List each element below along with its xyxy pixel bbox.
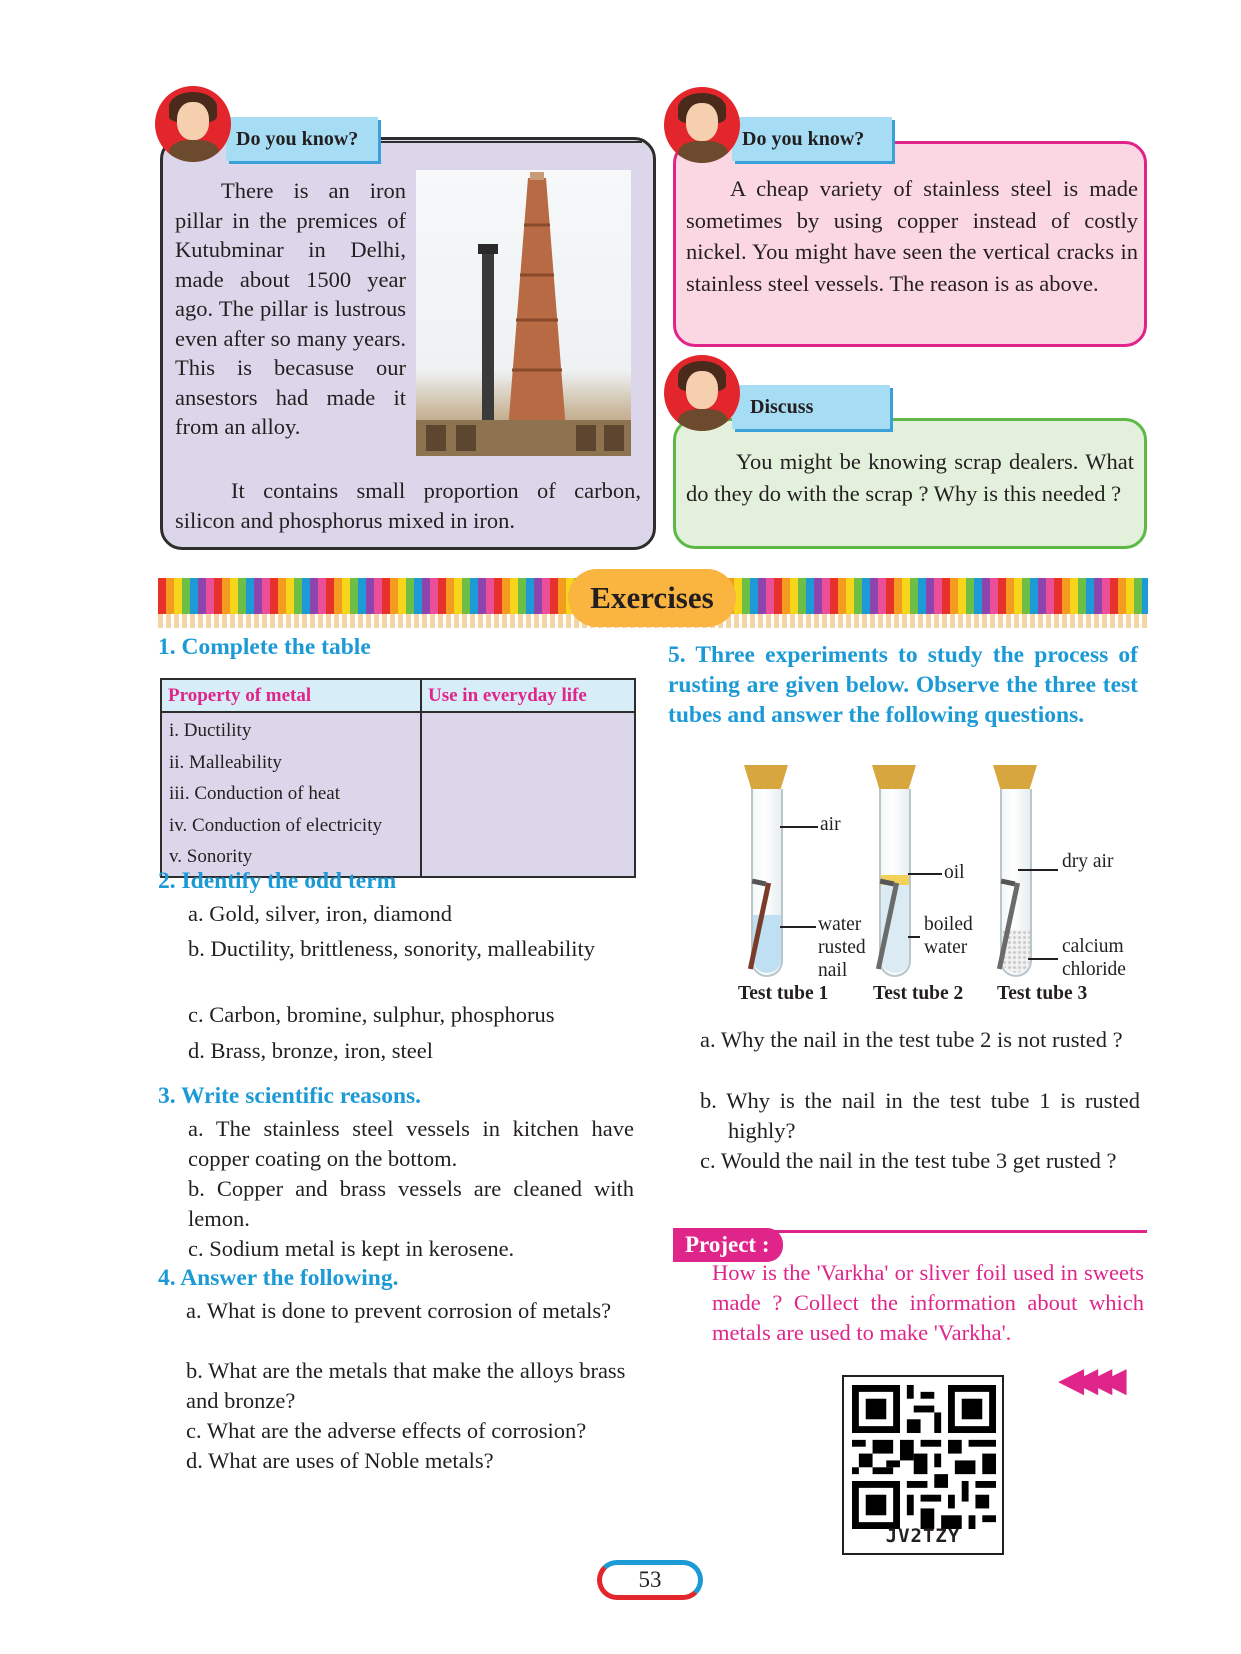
label-calcium: calcium: [1062, 936, 1124, 957]
stopper-icon: [872, 765, 916, 791]
pointer-line: [1028, 958, 1058, 960]
list-item: c. Sodium metal is kept in kerosene.: [188, 1236, 515, 1261]
table-row: i. Ductility: [169, 720, 252, 741]
label-water-2: water: [924, 937, 968, 958]
discuss-title: Discuss: [732, 385, 890, 429]
list-item: a. Gold, silver, iron, diamond: [188, 901, 453, 926]
table-header-use: Use in everyday life: [421, 679, 635, 712]
list-item: b. What are the metals that make the alloys brass and bronze?: [186, 1358, 626, 1413]
label-rusted: rusted: [818, 937, 866, 958]
list-item: b. Copper and brass vessels are cleaned with lemon.: [188, 1176, 634, 1231]
list-item: c. Would the nail in the test tube 3 get rusted ?: [700, 1148, 1117, 1173]
label-nail: nail: [818, 960, 848, 981]
label-chloride: chloride: [1062, 959, 1126, 980]
info-box-top-rule: [378, 141, 642, 143]
iron-pillar-text: There is an iron pillar in the premices of Kutubminar in Delhi, made about 1500 year ago. The pillar is lustrous even after so many years. This is becasuse our ansestors had made it from an alloy.: [175, 178, 406, 439]
list-item: a. The stainless steel vessels in kitchen have copper coating on the bottom.: [188, 1116, 634, 1171]
page-number: 53: [597, 1560, 703, 1600]
list-item: b. Ductility, brittleness, sonority, malleability: [188, 936, 596, 961]
stopper-icon: [744, 765, 788, 791]
q2-heading: 2. Identify the odd term: [158, 868, 397, 894]
list-item: b. Why is the nail in the test tube 1 is rusted highly?: [700, 1088, 1140, 1143]
girl-mascot-icon: [155, 86, 231, 162]
label-air: air: [820, 814, 841, 835]
property-list-cell: [161, 712, 421, 877]
pointer-line: [908, 873, 942, 875]
q4-heading: 4. Answer the following.: [158, 1265, 399, 1291]
pointer-line: [908, 936, 920, 938]
girl-mascot-icon: [664, 87, 740, 163]
q3-heading: 3. Write scientific reasons.: [158, 1083, 422, 1109]
girl-mascot-icon: [664, 355, 740, 431]
list-item: d. Brass, bronze, iron, steel: [188, 1038, 433, 1063]
do-you-know-title-2: Do you know?: [732, 117, 892, 161]
qr-code-icon: [852, 1385, 996, 1529]
discuss-text: You might be knowing scrap dealers. What do they do with the scrap ? Why is this needed ?: [686, 449, 1134, 506]
alloy-composition-text: It contains small proportion of carbon, silicon and phosphorus mixed in iron.: [175, 478, 641, 533]
label-boiled: boiled: [924, 914, 973, 935]
stainless-steel-text: A cheap variety of stainless steel is made sometimes by using copper instead of costly nickel. You might have seen the vertical cracks in stainless steel vessels. The reason is as above.: [686, 176, 1138, 296]
q1-heading: 1. Complete the table: [158, 634, 371, 660]
property-table: [160, 678, 636, 878]
do-you-know-title: Do you know?: [226, 117, 378, 161]
test-tube-1-label: Test tube 1: [738, 983, 829, 1004]
pointer-line: [780, 926, 816, 928]
table-header-property: Property of metal: [161, 679, 421, 712]
project-text: How is the 'Varkha' or sliver foil used in sweets made ? Collect the information about which metals are used to make 'Varkha'.: [712, 1260, 1144, 1345]
label-oil: oil: [944, 862, 965, 883]
qr-code-label: JV2TZY: [885, 1525, 961, 1547]
table-row: iii. Conduction of heat: [169, 783, 340, 804]
list-item: d. What are uses of Noble metals?: [186, 1448, 494, 1473]
list-item: c. What are the adverse effects of corrosion?: [186, 1418, 587, 1443]
list-item: c. Carbon, bromine, sulphur, phosphorus: [188, 1002, 555, 1027]
exercises-heading: Exercises: [568, 569, 736, 627]
list-item: a. Why the nail in the test tube 2 is not rusted ?: [700, 1027, 1123, 1052]
test-tube-2-label: Test tube 2: [873, 983, 964, 1004]
table-row: iv. Conduction of electricity: [169, 814, 382, 836]
table-row: v. Sonority: [169, 846, 253, 867]
pointer-line: [1018, 869, 1058, 871]
project-label: Project :: [673, 1228, 783, 1262]
use-answer-cell[interactable]: [421, 712, 635, 877]
stopper-icon: [993, 765, 1037, 791]
list-item: a. What is done to prevent corrosion of metals?: [186, 1298, 612, 1323]
qr-code-block[interactable]: [842, 1375, 1004, 1555]
pointer-arrows-icon: ◀◀◀◀: [1058, 1360, 1115, 1400]
table-row: ii. Malleability: [169, 751, 282, 773]
label-water: water: [818, 914, 862, 935]
test-tube-3-label: Test tube 3: [997, 983, 1088, 1004]
qutub-minar-photo: [416, 170, 631, 456]
pointer-line: [780, 826, 818, 828]
q5-heading: 5. Three experiments to study the process of rusting are given below. Observe the three test tubes and answer the following questions.: [668, 642, 1138, 728]
label-dry-air: dry air: [1062, 851, 1114, 872]
